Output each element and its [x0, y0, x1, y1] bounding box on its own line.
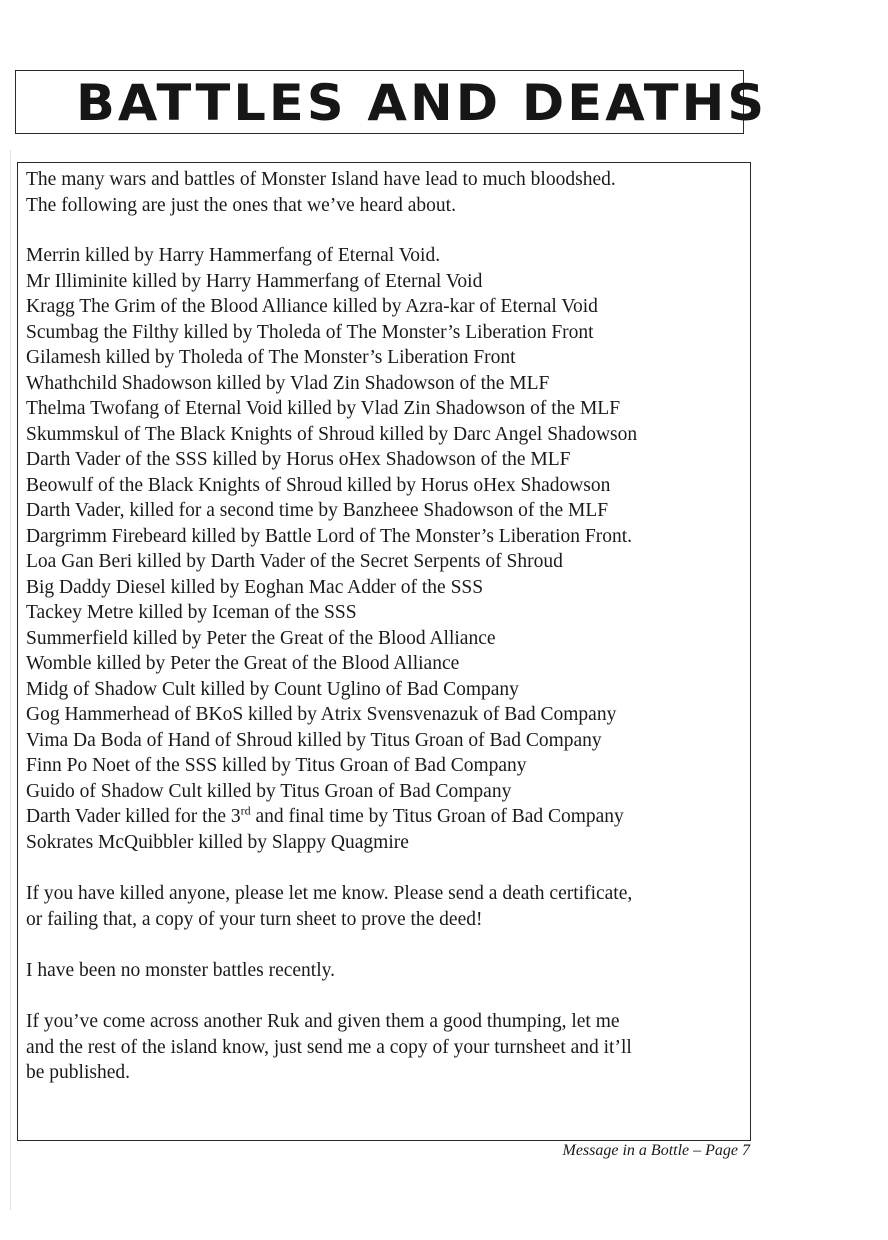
ruk-notice-paragraph	[26, 1009, 632, 1086]
death-entry: Tackey Metre killed by Iceman of the SSS	[26, 602, 357, 623]
deaths-list	[26, 243, 637, 855]
death-entry: Finn Po Noet of the SSS killed by Titus Groan of Bad Company	[26, 755, 527, 776]
death-entry: Big Daddy Diesel killed by Eoghan Mac Adder of the SSS	[26, 576, 484, 598]
kill-notice-paragraph	[26, 881, 632, 932]
ruk-notice-line: be published.	[26, 1062, 130, 1083]
death-entry: Merrin killed by Harry Hammerfang of Eternal Void.	[26, 245, 441, 266]
death-entry: Sokrates McQuibbler killed by Slappy Quagmire	[26, 831, 409, 853]
scan-edge-line	[10, 150, 11, 1210]
page-footer: Message in a Bottle – Page 7	[562, 1142, 750, 1159]
death-entry: Kragg The Grim of the Blood Alliance killed by Azra-kar of Eternal Void	[26, 296, 598, 317]
death-entry: Gilamesh killed by Tholeda of The Monster’s Liberation Front	[26, 347, 516, 368]
death-entry: Thelma Twofang of Eternal Void killed by Vlad Zin Shadowson of the MLF	[26, 398, 621, 419]
death-entry: Gog Hammerhead of BKoS killed by Atrix Svensvenazuk of Bad Company	[26, 704, 617, 725]
death-entry: Midg of Shadow Cult killed by Count Uglino of Bad Company	[26, 678, 519, 700]
death-entry: Womble killed by Peter the Great of the Blood Alliance	[26, 653, 460, 674]
third-death-ordinal: rd	[240, 803, 251, 818]
death-entry-third	[26, 804, 637, 830]
death-entry: Vima Da Boda of Hand of Shroud killed by Titus Groan of Bad Company	[26, 729, 602, 751]
death-entry: Skummskul of The Black Knights of Shroud killed by Darc Angel Shadowson	[26, 423, 638, 445]
ruk-notice-line: and the rest of the island know, just send me a copy of your turnsheet and it’ll	[26, 1036, 632, 1058]
death-entry: Darth Vader of the SSS killed by Horus oHex Shadowson of the MLF	[26, 449, 571, 470]
death-entry: Dargrimm Firebeard killed by Battle Lord of The Monster’s Liberation Front.	[26, 525, 633, 547]
monster-note: I have been no monster battles recently.	[26, 960, 335, 981]
death-entry: Guido of Shadow Cult killed by Titus Groan of Bad Company	[26, 780, 512, 802]
intro-paragraph	[26, 167, 616, 218]
kill-notice-line: If you have killed anyone, please let me know. Please send a death certificate,	[26, 883, 633, 904]
kill-notice-line: or failing that, a copy of your turn sheet to prove the deed!	[26, 908, 483, 930]
death-entry: Summerfield killed by Peter the Great of the Blood Alliance	[26, 627, 496, 649]
intro-line: The following are just the ones that we’ve heard about.	[26, 194, 456, 216]
third-death-before: Darth Vader killed for the 3	[26, 806, 241, 827]
death-entry: Whathchild Shadowson killed by Vlad Zin Shadowson of the MLF	[26, 372, 550, 394]
death-entry: Mr Illiminite killed by Harry Hammerfang of Eternal Void	[26, 270, 483, 292]
third-death-after: and final time by Titus Groan of Bad Company	[250, 806, 624, 827]
title-box	[15, 70, 768, 134]
death-entry: Scumbag the Filthy killed by Tholeda of The Monster’s Liberation Front	[26, 321, 594, 343]
death-entry: Beowulf of the Black Knights of Shroud killed by Horus oHex Shadowson	[26, 474, 611, 496]
death-entry: Darth Vader, killed for a second time by Banzheee Shadowson of the MLF	[26, 500, 609, 521]
content-box	[17, 162, 751, 1141]
death-entry: Loa Gan Beri killed by Darth Vader of the Secret Serpents of Shroud	[26, 551, 563, 572]
intro-line: The many wars and battles of Monster Island have lead to much bloodshed.	[26, 169, 616, 190]
ruk-notice-line: If you’ve come across another Ruk and given them a good thumping, let me	[26, 1011, 620, 1032]
page-title: BATTLES AND DEATHS	[76, 74, 768, 132]
